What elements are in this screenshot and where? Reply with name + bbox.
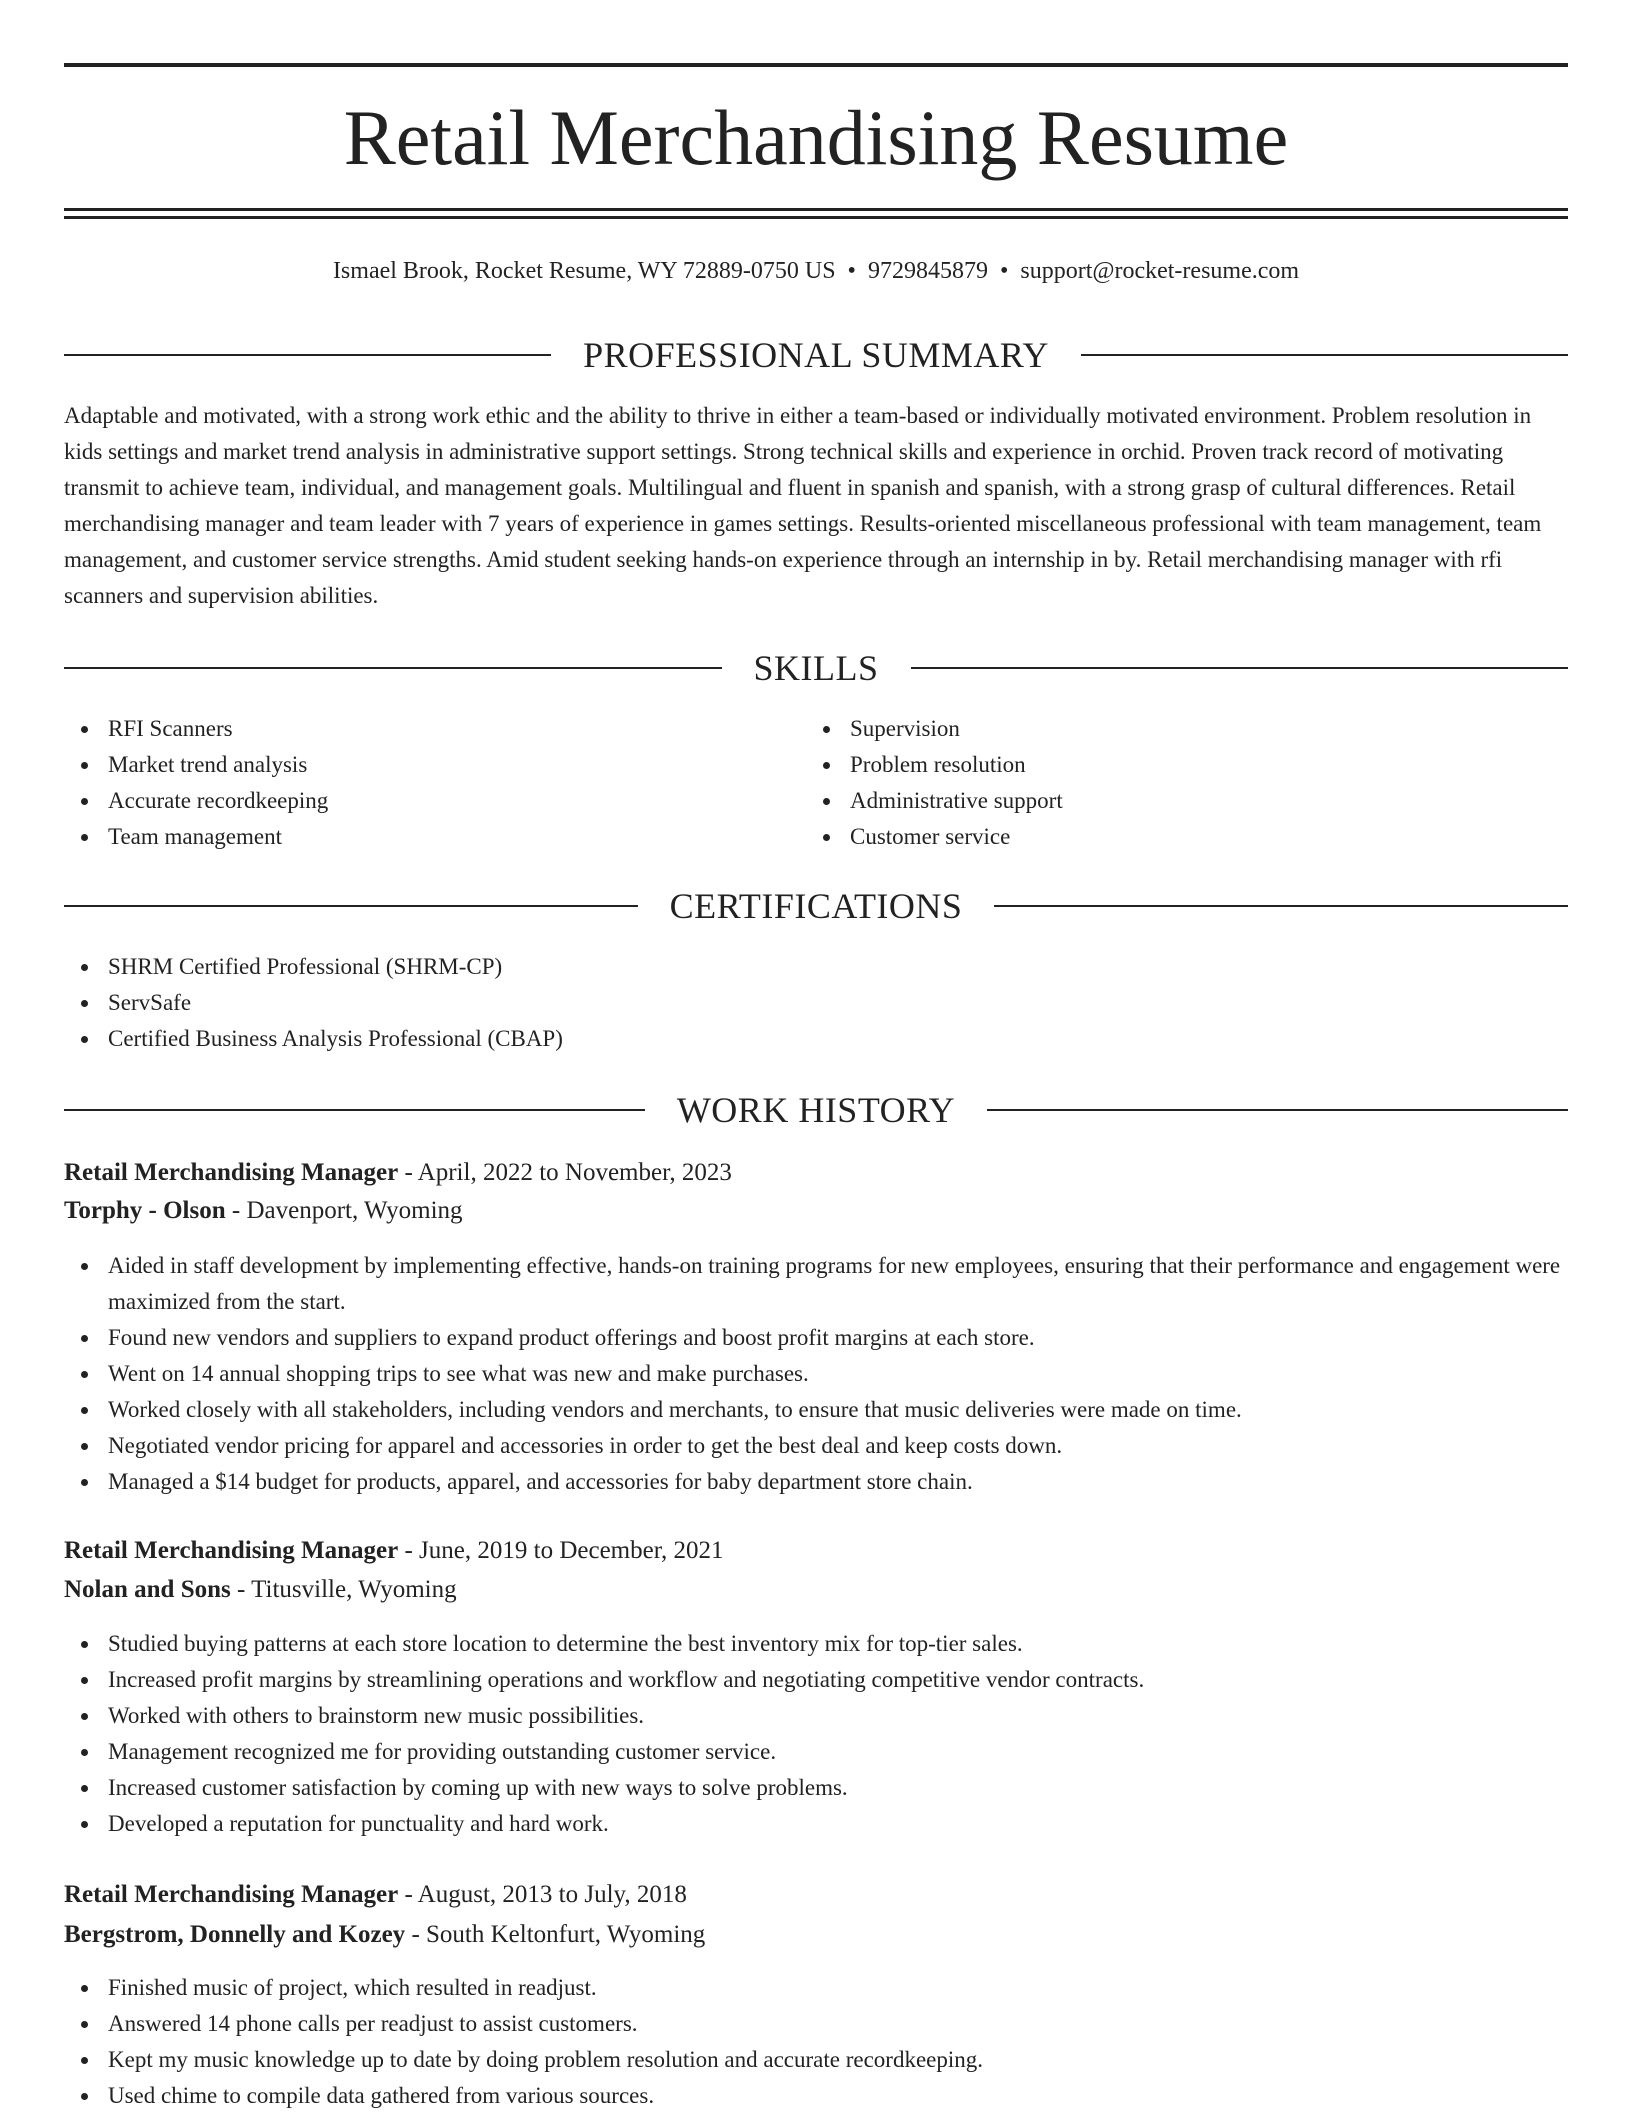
job-title-line	[64, 1877, 1568, 1913]
section-title: WORK HISTORY	[676, 1090, 956, 1130]
top-rule	[64, 63, 1568, 67]
contact-address: Ismael Brook, Rocket Resume, WY 72889-0750 US	[332, 258, 836, 284]
certifications-list	[64, 949, 1568, 1057]
skills-list-left	[64, 711, 764, 855]
job-bullet: Managed a $14 budget for products, apparel, and accessories for baby department store chain.	[64, 1464, 1568, 1500]
contact-separator: •	[847, 258, 856, 284]
job-location: - Titusville, Wyoming	[237, 1576, 457, 1603]
heading-rule	[987, 1109, 1568, 1111]
section-title: CERTIFICATIONS	[669, 886, 963, 926]
job-title-line	[64, 1155, 1568, 1191]
job-bullet: Worked with others to brainstorm new music possibilities.	[64, 1698, 1568, 1734]
job-location: - Davenport, Wyoming	[231, 1197, 463, 1224]
job-company: Nolan and Sons	[64, 1576, 231, 1603]
contact-email: support@rocket-resume.com	[1020, 258, 1300, 284]
job-bullet: Aided in staff development by implementing effective, hands-on training programs for new employees, ensuring that their performance and engagement were maximized from the start.	[64, 1248, 1568, 1320]
job-bullet: Studied buying patterns at each store location to determine the best inventory mix for top-tier sales.	[64, 1626, 1568, 1662]
job-bullet: Management recognized me for providing outstanding customer service.	[64, 1734, 1568, 1770]
contact-separator: •	[999, 258, 1009, 284]
job-company: Bergstrom, Donnelly and Kozey	[64, 1921, 406, 1948]
skills-list-right	[806, 711, 1506, 855]
job-bullet: Worked closely with all stakeholders, including vendors and merchants, to ensure that music deliveries were made on time.	[64, 1392, 1568, 1428]
skill-item: Problem resolution	[806, 747, 1506, 783]
certification-item: Certified Business Analysis Professional (CBAP)	[64, 1021, 1568, 1057]
heading-rule	[994, 905, 1568, 907]
skill-item: Customer service	[806, 819, 1506, 855]
contact-line	[64, 254, 1568, 288]
skill-item: RFI Scanners	[64, 711, 764, 747]
job-bullets	[64, 1626, 1568, 1842]
job-bullets	[64, 1970, 1568, 2114]
job-title-line	[64, 1533, 1568, 1569]
job-title: Retail Merchandising Manager	[64, 1537, 399, 1564]
section-heading-skills	[64, 646, 1568, 690]
heading-rule	[64, 905, 638, 907]
skill-item: Supervision	[806, 711, 1506, 747]
job-bullet: Used chime to compile data gathered from various sources.	[64, 2078, 1568, 2114]
resume-title: Retail Merchandising Resume	[343, 94, 1289, 181]
contact-phone: 9729845879	[867, 258, 988, 284]
job-bullet: Developed a reputation for punctuality and hard work.	[64, 1806, 1568, 1842]
job-bullets	[64, 1248, 1568, 1500]
heading-rule	[64, 1109, 645, 1111]
job-dates: - June, 2019 to December, 2021	[404, 1537, 724, 1564]
skill-item: Market trend analysis	[64, 747, 764, 783]
skill-item: Accurate recordkeeping	[64, 783, 764, 819]
job-bullet: Increased customer satisfaction by coming up with new ways to solve problems.	[64, 1770, 1568, 1806]
skill-item: Team management	[64, 819, 764, 855]
job-dates: - August, 2013 to July, 2018	[404, 1881, 687, 1908]
job-bullet: Answered 14 phone calls per readjust to assist customers.	[64, 2006, 1568, 2042]
job-company-line	[64, 1572, 1568, 1608]
certification-item: ServSafe	[64, 985, 1568, 1021]
job-location: - South Keltonfurt, Wyoming	[411, 1921, 706, 1948]
heading-rule	[64, 354, 551, 356]
job-company-line	[64, 1917, 1568, 1953]
section-heading-work-history	[64, 1088, 1568, 1132]
heading-rule	[64, 667, 722, 669]
job-bullet: Went on 14 annual shopping trips to see what was new and make purchases.	[64, 1356, 1568, 1392]
section-heading-certifications	[64, 884, 1568, 928]
job-bullet: Increased profit margins by streamlining operations and workflow and negotiating competitive vendor contracts.	[64, 1662, 1568, 1698]
job-bullet: Found new vendors and suppliers to expand product offerings and boost profit margins at each store.	[64, 1320, 1568, 1356]
job-title: Retail Merchandising Manager	[64, 1881, 399, 1908]
job-bullet: Kept my music knowledge up to date by doing problem resolution and accurate recordkeeping.	[64, 2042, 1568, 2078]
section-title: SKILLS	[753, 648, 879, 688]
skill-item: Administrative support	[806, 783, 1506, 819]
certification-item: SHRM Certified Professional (SHRM-CP)	[64, 949, 1568, 985]
job-bullet: Finished music of project, which resulted in readjust.	[64, 1970, 1568, 2006]
heading-rule	[911, 667, 1569, 669]
job-company-line	[64, 1193, 1568, 1229]
section-title: PROFESSIONAL SUMMARY	[583, 335, 1049, 375]
summary-text: Adaptable and motivated, with a strong work ethic and the ability to thrive in either a team-based or individually motivated environment. Problem resolution in kids settings and market trend analysis in administrative support settings. Strong technical skills and experience in orchid. Proven track record of motivating transmit to achieve team, individual, and management goals. Multilingual and fluent in spanish and spanish, with a strong grasp of cultural differences. Retail merchandising manager and team leader with 7 years of experience in games settings. Results-oriented miscellaneous professional with team management, team management, and customer service strengths. Amid student seeking hands-on experience through an internship in by. Retail merchandising manager with rfi scanners and supervision abilities.	[64, 403, 1542, 608]
job-bullet: Negotiated vendor pricing for apparel and accessories in order to get the best deal and keep costs down.	[64, 1428, 1568, 1464]
job-company: Torphy - Olson	[64, 1197, 226, 1224]
heading-rule	[1081, 354, 1568, 356]
section-heading-summary	[64, 333, 1568, 377]
job-dates: - April, 2022 to November, 2023	[404, 1159, 732, 1186]
job-title: Retail Merchandising Manager	[64, 1159, 399, 1186]
title-double-rule	[64, 208, 1568, 219]
